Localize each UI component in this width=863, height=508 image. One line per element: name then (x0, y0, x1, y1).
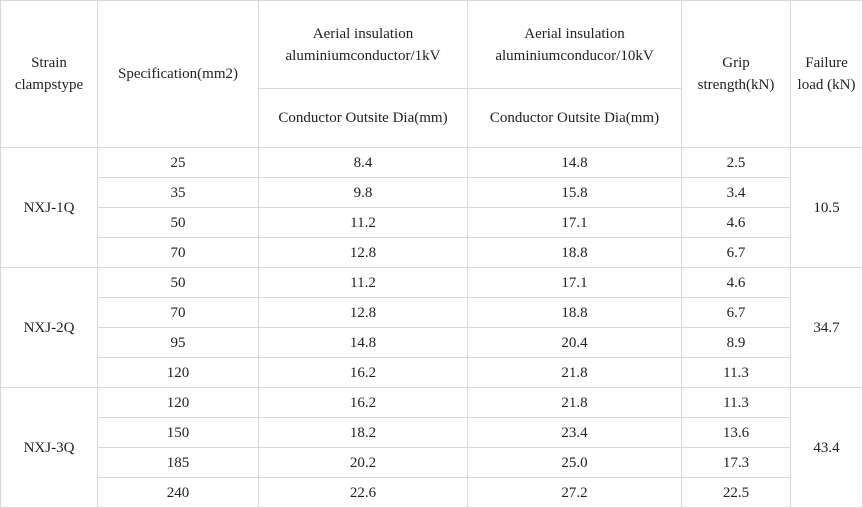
table-row (1, 208, 863, 238)
specification-cell: 95 (98, 328, 259, 358)
table-row (1, 388, 863, 418)
specification-cell: 70 (98, 298, 259, 328)
dia-1kv-cell: 18.2 (259, 418, 468, 448)
dia-1kv-cell: 12.8 (259, 238, 468, 268)
grip-strength-cell: 2.5 (682, 148, 791, 178)
specification-cell: 120 (98, 358, 259, 388)
specification-cell: 185 (98, 448, 259, 478)
grip-strength-cell: 11.3 (682, 358, 791, 388)
specification-cell: 120 (98, 388, 259, 418)
dia-1kv-cell: 16.2 (259, 388, 468, 418)
header-clamp-type: Strain clampstype (1, 1, 98, 148)
header-10kv-conductor: Aerial insulation aluminiumconducor/10kV (468, 1, 682, 89)
dia-1kv-cell: 11.2 (259, 208, 468, 238)
grip-strength-cell: 22.5 (682, 478, 791, 508)
table-row (1, 298, 863, 328)
dia-10kv-cell: 18.8 (468, 238, 682, 268)
clamp-type-cell: NXJ-1Q (1, 148, 98, 268)
dia-10kv-cell: 25.0 (468, 448, 682, 478)
dia-10kv-cell: 21.8 (468, 388, 682, 418)
dia-10kv-cell: 17.1 (468, 268, 682, 298)
table-row (1, 448, 863, 478)
dia-10kv-cell: 18.8 (468, 298, 682, 328)
grip-strength-cell: 4.6 (682, 208, 791, 238)
dia-1kv-cell: 16.2 (259, 358, 468, 388)
header-1kv-outside-dia: Conductor Outsite Dia(mm) (259, 89, 468, 148)
specification-cell: 150 (98, 418, 259, 448)
grip-strength-cell: 3.4 (682, 178, 791, 208)
dia-1kv-cell: 12.8 (259, 298, 468, 328)
grip-strength-cell: 17.3 (682, 448, 791, 478)
dia-1kv-cell: 22.6 (259, 478, 468, 508)
specification-cell: 25 (98, 148, 259, 178)
failure-load-cell: 10.5 (791, 148, 863, 268)
specification-cell: 50 (98, 208, 259, 238)
specification-cell: 50 (98, 268, 259, 298)
dia-1kv-cell: 9.8 (259, 178, 468, 208)
table-row (1, 328, 863, 358)
table-row (1, 358, 863, 388)
dia-10kv-cell: 17.1 (468, 208, 682, 238)
dia-1kv-cell: 20.2 (259, 448, 468, 478)
table-row (1, 418, 863, 448)
clamp-type-cell: NXJ-2Q (1, 268, 98, 388)
specification-cell: 70 (98, 238, 259, 268)
dia-10kv-cell: 21.8 (468, 358, 682, 388)
dia-10kv-cell: 23.4 (468, 418, 682, 448)
grip-strength-cell: 8.9 (682, 328, 791, 358)
header-failure-load: Failure load (kN) (791, 1, 863, 148)
table-row (1, 478, 863, 508)
grip-strength-cell: 4.6 (682, 268, 791, 298)
header-row-top (1, 1, 863, 89)
specification-cell: 35 (98, 178, 259, 208)
table-row (1, 148, 863, 178)
header-specification: Specification(mm2) (98, 1, 259, 148)
grip-strength-cell: 6.7 (682, 298, 791, 328)
dia-10kv-cell: 15.8 (468, 178, 682, 208)
dia-10kv-cell: 20.4 (468, 328, 682, 358)
grip-strength-cell: 6.7 (682, 238, 791, 268)
grip-strength-cell: 11.3 (682, 388, 791, 418)
table-row (1, 238, 863, 268)
dia-10kv-cell: 14.8 (468, 148, 682, 178)
dia-10kv-cell: 27.2 (468, 478, 682, 508)
dia-1kv-cell: 8.4 (259, 148, 468, 178)
header-1kv-conductor: Aerial insulation aluminiumconductor/1kV (259, 1, 468, 89)
dia-1kv-cell: 14.8 (259, 328, 468, 358)
failure-load-cell: 43.4 (791, 388, 863, 508)
clamp-type-cell: NXJ-3Q (1, 388, 98, 508)
failure-load-cell: 34.7 (791, 268, 863, 388)
table-row (1, 178, 863, 208)
dia-1kv-cell: 11.2 (259, 268, 468, 298)
table-body (1, 148, 863, 508)
table-row (1, 268, 863, 298)
header-10kv-outside-dia: Conductor Outsite Dia(mm) (468, 89, 682, 148)
header-grip-strength: Grip strength(kN) (682, 1, 791, 148)
specification-cell: 240 (98, 478, 259, 508)
grip-strength-cell: 13.6 (682, 418, 791, 448)
